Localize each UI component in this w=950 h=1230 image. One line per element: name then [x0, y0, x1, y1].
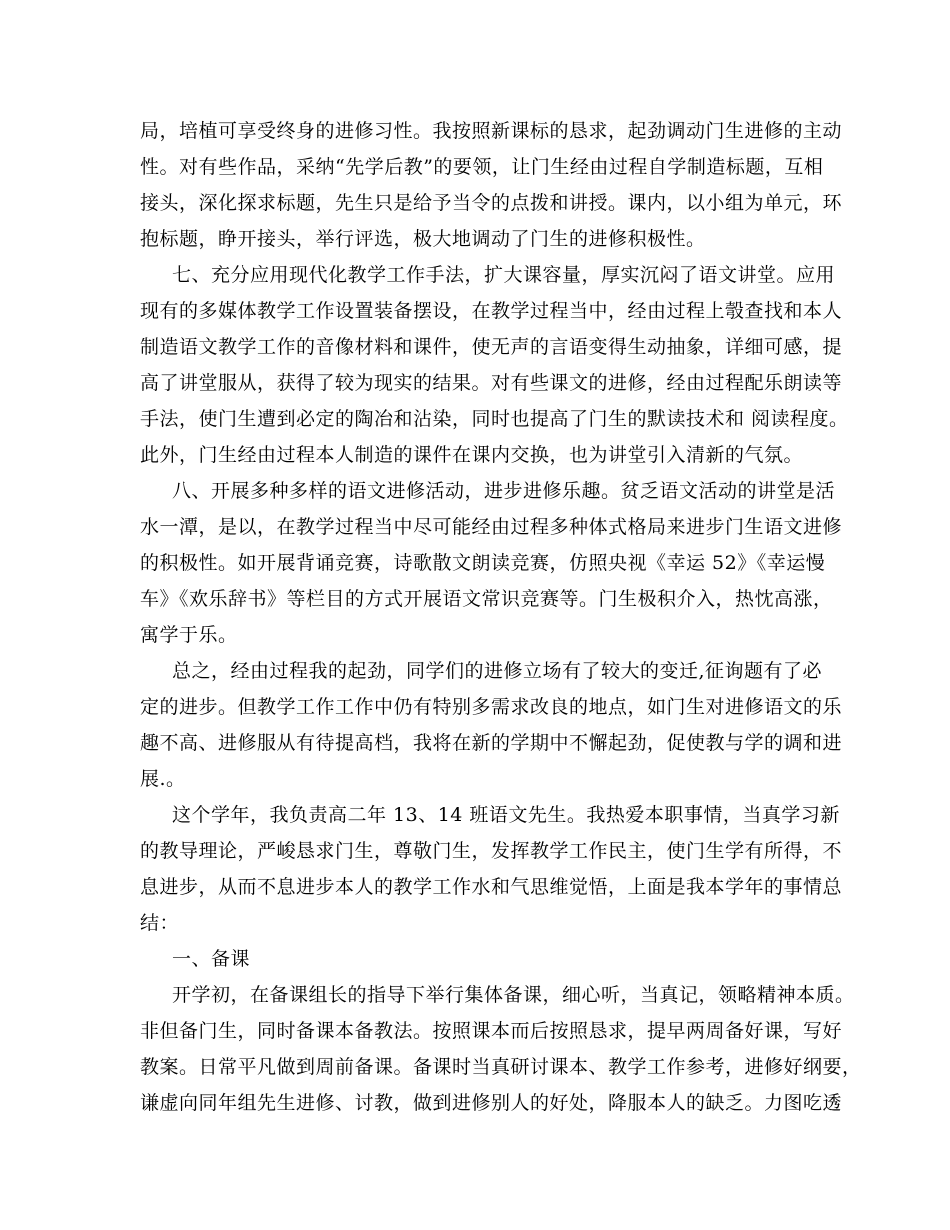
text-line: 手法，使门生遭到必定的陶冶和沾染，同时也提高了门生的默读技术和 阅读程度。	[140, 408, 849, 430]
paragraph-start-line: 七、充分应用现代化教学工作手法，扩大课容量，厚实沉闷了语文讲堂。应用	[172, 264, 836, 286]
text-line: 现有的多媒体教学工作设置装备摆设，在教学过程当中，经由过程上彀查找和本人	[140, 300, 843, 322]
paragraph-start-line: 八、开展多种多样的语文进修活动，进步进修乐趣。贫乏语文活动的讲堂是活	[172, 480, 836, 502]
text-line: 展.。	[140, 768, 186, 790]
text-line: 定的进步。但教学工作工作中仍有特别多需求改良的地点，如门生对进修语文的乐	[140, 696, 843, 718]
text-line: 的教导理论，严峻恳求门生，尊敬门生，发挥教学工作民主，使门生学有所得，不	[140, 840, 843, 862]
text-line: 此外，门生经由过程本人制造的课件在课内交换，也为讲堂引入清新的气氛。	[140, 444, 804, 466]
paragraph-start-line: 开学初，在备课组长的指导下举行集体备课，细心听，当真记，领略精神本质。	[172, 984, 855, 1006]
text-line: 趣不高、进修服从有待提高档，我将在新的学期中不懈起劲，促使教与学的调和进	[140, 732, 843, 754]
text-line: 谦虚向同年组先生进修、讨教，做到进修别人的好处，降服本人的缺乏。力图吃透	[140, 1092, 843, 1114]
text-line: 水一潭，是以，在教学过程当中尽可能经由过程多种体式格局来进步门生语文进修	[140, 516, 843, 538]
paragraph-start-line: 总之，经由过程我的起劲，同学们的进修立场有了较大的变迁,征询题有了必	[172, 660, 823, 682]
text-line: 非但备门生，同时备课本备教法。按照课本而后按照恳求，提早两周备好课，写好	[140, 1020, 843, 1042]
text-line: 性。对有些作品，采纳“先学后教”的要领，让门生经由过程自学制造标题，互相	[140, 156, 824, 178]
text-line: 高了讲堂服从，获得了较为现实的结果。对有些课文的进修，经由过程配乐朗读等	[140, 372, 843, 394]
text-line: 制造语文教学工作的音像材料和课件，使无声的言语变得生动抽象，详细可感，提	[140, 336, 843, 358]
text-line: 寓学于乐。	[140, 624, 238, 646]
text-line: 接头，深化探求标题，先生只是给予当令的点拨和讲授。课内，以小组为单元，环	[140, 192, 843, 214]
paragraph-start-line: 这个学年，我负责高二年 13、14 班语文先生。我热爱本职事情，当真学习新	[172, 804, 840, 826]
text-line: 的积极性。如开展背诵竞赛，诗歌散文朗读竞赛，仿照央视《幸运 52》《幸运慢	[140, 552, 826, 574]
text-line: 抱标题，睁开接头，举行评选，极大地调动了门生的进修积极性。	[140, 228, 706, 250]
text-line: 结：	[140, 912, 180, 934]
text-line: 局，培植可享受终身的进修习性。我按照新课标的恳求，起劲调动门生进修的主动	[140, 120, 843, 142]
text-line: 车》《欢乐辞书》等栏目的方式开展语文常识竞赛等。门生极积介入，热忱高涨，	[140, 588, 833, 610]
section-heading: 一、备课	[172, 948, 251, 970]
text-line: 息进步，从而不息进步本人的教学工作水和气思维觉悟，上面是我本学年的事情总	[140, 876, 843, 898]
text-line: 教案。日常平凡做到周前备课。备课时当真研讨课本、教学工作参考，进修好纲要，	[140, 1056, 862, 1078]
